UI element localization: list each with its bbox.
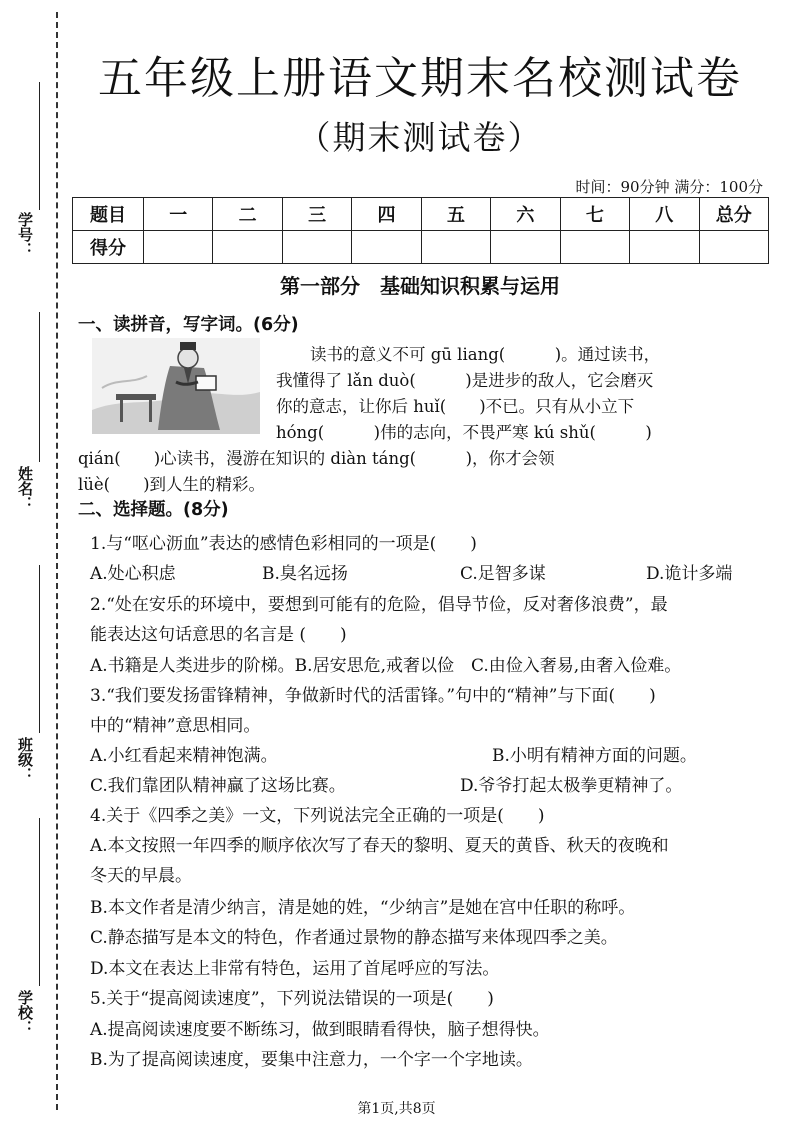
score-cell: 三 (282, 198, 351, 231)
score-cell: 题目 (73, 198, 144, 231)
question-3-option-a[interactable]: A.小红看起来精神饱满。 (90, 746, 278, 766)
scholar-reading-illustration (92, 338, 260, 434)
score-cell: 一 (144, 198, 213, 231)
question-1-option-b[interactable]: B.臭名远扬 (262, 564, 348, 584)
school-fill-line (39, 818, 40, 986)
question-1-option-c[interactable]: C.足智多谋 (460, 564, 546, 584)
student-id-label: 学号： (16, 212, 34, 257)
question-5-stem: 5.关于“提高阅读速度”，下列说法错误的一项是( ) (90, 989, 494, 1009)
score-cell: 五 (421, 198, 490, 231)
score-blank-cell[interactable] (352, 231, 421, 264)
exam-subtitle: （期末测试卷） (297, 118, 543, 157)
exam-title: 五年级上册语文期末名校测试卷 (98, 53, 742, 104)
question-2-stem: 2.“处在安乐的环境中，要想到可能有的危险，倡导节俭，反对奢侈浪费”，最 (90, 595, 668, 615)
question-3-option-b[interactable]: B.小明有精神方面的问题。 (492, 746, 697, 766)
question-1-option-a[interactable]: A.处心积虑 (90, 564, 176, 584)
class-fill-line (39, 565, 40, 733)
question-1-option-d[interactable]: D.诡计多端 (646, 564, 733, 584)
passage-line: 你的意志，让你后 huǐ( )不已。只有从小立下 (276, 397, 635, 416)
binding-dash-line (56, 12, 58, 1110)
question-5-option-b[interactable]: B.为了提高阅读速度，要集中注意力，一个字一个字地读。 (90, 1050, 533, 1070)
score-cell: 六 (491, 198, 560, 231)
school-label: 学校： (16, 990, 34, 1035)
name-fill-line (39, 312, 40, 462)
score-blank-cell[interactable] (560, 231, 629, 264)
question-3-stem-cont: 中的“精神”意思相同。 (90, 716, 261, 736)
name-label: 姓名： (16, 466, 34, 511)
question-5-option-a[interactable]: A.提高阅读速度要不断练习，做到眼睛看得快，脑子想得快。 (90, 1020, 550, 1040)
time-info: 时间：90分钟 满分：100分 (575, 178, 763, 196)
passage-line: 我懂得了 lǎn duò( )是进步的敌人，它会磨灭 (276, 371, 654, 390)
question-1-stem: 1.与“呕心沥血”表达的感情色彩相同的一项是( ) (90, 534, 477, 554)
section-one-heading: 一、读拼音，写字词。(6分) (78, 315, 299, 335)
passage-line: hóng( )伟的志向，不畏严寒 kú shǔ( ) (276, 423, 652, 442)
section-two-heading: 二、选择题。(8分) (78, 500, 229, 520)
score-blank-cell[interactable] (491, 231, 560, 264)
score-blank-cell[interactable] (699, 231, 769, 264)
class-label: 班级： (16, 737, 34, 782)
id-fill-line (39, 82, 40, 210)
question-2-stem-cont: 能表达这句话意思的名言是 ( ) (90, 625, 347, 645)
score-blank-cell[interactable] (144, 231, 213, 264)
page-number: 第1页,共8页 (357, 1101, 436, 1117)
score-cell: 二 (213, 198, 282, 231)
question-4-option-c[interactable]: C.静态描写是本文的特色，作者通过景物的静态描写来体现四季之美。 (90, 928, 618, 948)
score-blank-cell[interactable] (630, 231, 699, 264)
score-table (72, 197, 769, 264)
question-4-option-a-cont: 冬天的早晨。 (90, 866, 192, 886)
score-table-score-row (73, 231, 769, 264)
score-table-header-row (73, 198, 769, 231)
question-3-option-c[interactable]: C.我们靠团队精神赢了这场比赛。 (90, 776, 346, 796)
question-3-stem: 3.“我们要发扬雷锋精神，争做新时代的活雷锋。”句中的“精神”与下面( ) (90, 686, 656, 706)
score-row-label: 得分 (73, 231, 144, 264)
question-4-option-a[interactable]: A.本文按照一年四季的顺序依次写了春天的黎明、夏天的黄昏、秋天的夜晚和 (90, 836, 669, 856)
question-3-option-d[interactable]: D.爷爷打起太极拳更精神了。 (460, 776, 683, 796)
score-blank-cell[interactable] (282, 231, 351, 264)
passage-line: qián( )心读书，漫游在知识的 diàn táng( )，你才会领 (78, 449, 555, 468)
part-one-title: 第一部分 基础知识积累与运用 (280, 274, 560, 298)
passage-line: 读书的意义不可 gū liang( )。通过读书， (310, 345, 661, 364)
question-4-option-b[interactable]: B.本文作者是清少纳言，清是她的姓，“少纳言”是她在宫中任职的称呼。 (90, 898, 636, 918)
question-2-options[interactable]: A.书籍是人类进步的阶梯。B.居安思危,戒奢以俭 C.由俭入奢易,由奢入俭难。 (90, 656, 682, 676)
score-blank-cell[interactable] (213, 231, 282, 264)
score-cell: 总分 (699, 198, 769, 231)
question-4-option-d[interactable]: D.本文在表达上非常有特色，运用了首尾呼应的写法。 (90, 959, 500, 979)
question-4-stem: 4.关于《四季之美》一文，下列说法完全正确的一项是( ) (90, 806, 545, 826)
score-cell: 七 (560, 198, 629, 231)
score-cell: 四 (352, 198, 421, 231)
passage-line: lüè( )到人生的精彩。 (78, 475, 266, 494)
score-blank-cell[interactable] (421, 231, 490, 264)
score-cell: 八 (630, 198, 699, 231)
